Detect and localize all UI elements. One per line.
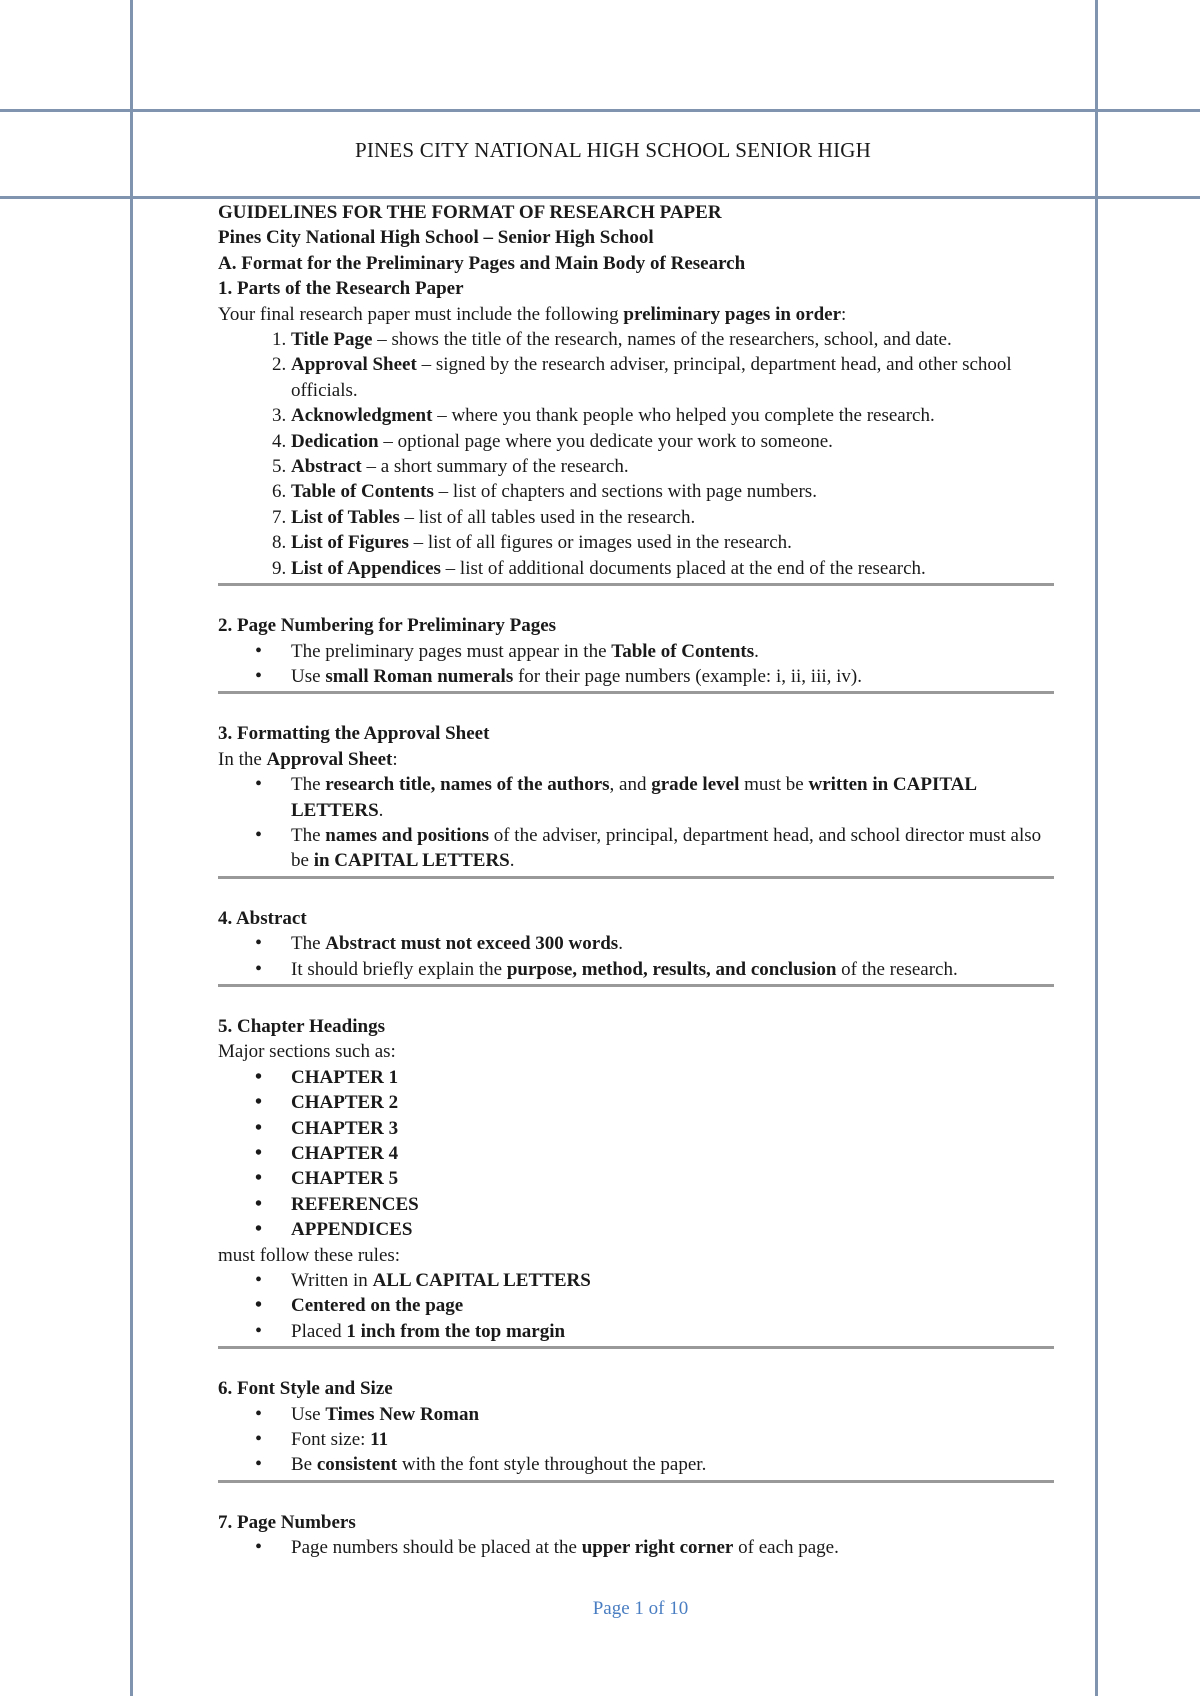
s4-list: [218, 931, 1054, 982]
right-margin-guide: [1095, 0, 1098, 1696]
list-item: 9. List of Appendices – list of additional documents placed at the end of the research.: [291, 556, 1054, 581]
s5-rules-list: [218, 1268, 1054, 1344]
s5-intro: Major sections such as:: [218, 1041, 396, 1063]
list-item: • Font size: 11: [291, 1427, 1054, 1452]
s1-intro: Your final research paper must include the following preliminary pages in order:: [218, 303, 847, 325]
list-item: 2. Approval Sheet – signed by the research adviser, principal, department head, and other school officials.: [291, 352, 1054, 403]
list-item: 4. Dedication – optional page where you dedicate your work to someone.: [291, 429, 1054, 454]
section-divider: [218, 691, 1054, 694]
section-a-heading: A. Format for the Preliminary Pages and Main Body of Research: [218, 252, 746, 274]
list-item: • CHAPTER 4: [291, 1141, 1054, 1166]
list-item: • The Abstract must not exceed 300 words.: [291, 931, 1054, 956]
list-item: • The names and positions of the adviser, principal, department head, and school director must also be in CAPITAL LETTERS.: [291, 823, 1054, 874]
left-margin-guide: [130, 0, 133, 1696]
list-item: • Page numbers should be placed at the upper right corner of each page.: [291, 1535, 1054, 1560]
list-item: • It should briefly explain the purpose, method, results, and conclusion of the research.: [291, 957, 1054, 982]
school-name: Pines City National High School – Senior High School: [218, 227, 654, 249]
list-item: • The preliminary pages must appear in the Table of Contents.: [291, 639, 1054, 664]
page-number-footer: Page 1 of 10: [592, 1598, 689, 1619]
list-item: • APPENDICES: [291, 1217, 1054, 1242]
header-bottom-guide: [0, 196, 1200, 199]
s1-heading: 1. Parts of the Research Paper: [218, 278, 464, 300]
s5-rules-intro: must follow these rules:: [218, 1244, 401, 1266]
list-item: • CHAPTER 2: [291, 1090, 1054, 1115]
s3-heading: 3. Formatting the Approval Sheet: [218, 723, 490, 745]
list-item: • Be consistent with the font style throughout the paper.: [291, 1452, 1054, 1477]
s2-list: [218, 639, 1054, 690]
section-divider: [218, 583, 1054, 586]
list-item: • The research title, names of the authors, and grade level must be written in CAPITAL LETTERS.: [291, 772, 1054, 823]
section-divider: [218, 876, 1054, 879]
chapter-list: [218, 1065, 1054, 1243]
s4-heading: 4. Abstract: [218, 907, 307, 929]
list-item: 3. Acknowledgment – where you thank people who helped you complete the research.: [291, 403, 1054, 428]
list-item: • Use small Roman numerals for their page numbers (example: i, ii, iii, iv).: [291, 664, 1054, 689]
section-divider: [218, 1480, 1054, 1483]
s7-heading: 7. Page Numbers: [218, 1511, 356, 1533]
list-item: • REFERENCES: [291, 1192, 1054, 1217]
list-item: • Centered on the page: [291, 1293, 1054, 1318]
preliminary-pages-list: [218, 327, 1054, 581]
s5-heading: 5. Chapter Headings: [218, 1015, 385, 1037]
section-divider: [218, 1346, 1054, 1349]
section-divider: [218, 984, 1054, 987]
document-body: [218, 200, 1054, 1561]
list-item: 7. List of Tables – list of all tables used in the research.: [291, 505, 1054, 530]
list-item: • CHAPTER 3: [291, 1116, 1054, 1141]
list-item: 6. Table of Contents – list of chapters and sections with page numbers.: [291, 479, 1054, 504]
header-title: PINES CITY NATIONAL HIGH SCHOOL SENIOR HIGH: [354, 138, 872, 162]
s6-list: [218, 1402, 1054, 1478]
s3-list: [218, 772, 1054, 874]
list-item: • CHAPTER 1: [291, 1065, 1054, 1090]
document-title: GUIDELINES FOR THE FORMAT OF RESEARCH PAPER: [218, 202, 722, 223]
list-item: • Written in ALL CAPITAL LETTERS: [291, 1268, 1054, 1293]
list-item: 8. List of Figures – list of all figures or images used in the research.: [291, 530, 1054, 555]
list-item: • Use Times New Roman: [291, 1402, 1054, 1427]
s2-heading: 2. Page Numbering for Preliminary Pages: [218, 615, 557, 637]
s3-intro: In the Approval Sheet:: [218, 748, 398, 770]
list-item: 1. Title Page – shows the title of the research, names of the researchers, school, and date.: [291, 327, 1054, 352]
s6-heading: 6. Font Style and Size: [218, 1378, 393, 1400]
list-item: • Placed 1 inch from the top margin: [291, 1319, 1054, 1344]
list-item: • CHAPTER 5: [291, 1166, 1054, 1191]
header-top-guide: [0, 109, 1200, 112]
s7-list: [218, 1535, 1054, 1560]
list-item: 5. Abstract – a short summary of the research.: [291, 454, 1054, 479]
